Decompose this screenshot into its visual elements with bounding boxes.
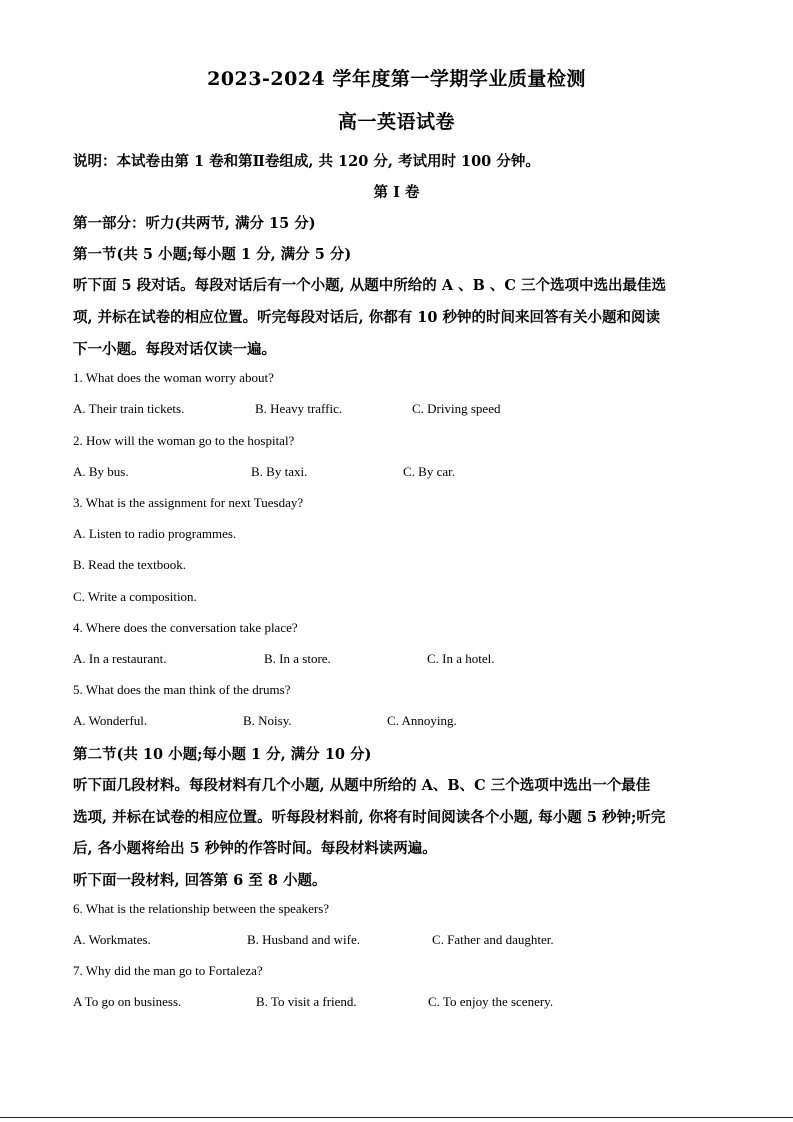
q3-option-b: B. Read the textbook.: [73, 557, 187, 572]
q2-option-a: A. By bus.: [73, 464, 129, 479]
section2-instruction-line3: 后, 各小题将给出 5 秒钟的作答时间。每段材料读两遍。: [73, 840, 437, 857]
q2-option-c: C. By car.: [403, 464, 455, 479]
q2-option-b: B. By taxi.: [251, 464, 308, 479]
question-7: 7. Why did the man go to Fortaleza?: [73, 963, 263, 978]
q7-option-a: A To go on business.: [73, 994, 182, 1009]
exam-title: 2023-2024 学年度第一学期学业质量检测: [207, 68, 586, 90]
exam-note: 说明：本试卷由第 1 卷和第Ⅱ卷组成, 共 120 分, 考试用时 100 分钟。: [73, 153, 540, 170]
q1-option-b: B. Heavy traffic.: [255, 401, 343, 416]
part1-heading: 第一部分：听力(共两节, 满分 15 分): [73, 215, 316, 232]
question-5: 5. What does the man think of the drums?: [73, 682, 291, 697]
question-1: 1. What does the woman worry about?: [73, 370, 274, 385]
question-2: 2. How will the woman go to the hospital?: [73, 433, 295, 448]
section1-instruction-line2: 项, 并标在试卷的相应位置。听完每段对话后, 你都有 10 秒钟的时间来回答有关小题和阅读: [73, 309, 660, 326]
q4-option-b: B. In a store.: [264, 651, 331, 666]
q3-option-c: C. Write a composition.: [73, 589, 197, 604]
q1-option-c: C. Driving speed: [412, 401, 501, 416]
page-bottom-rule: [0, 1117, 793, 1118]
question-3: 3. What is the assignment for next Tuesday?: [73, 495, 304, 510]
passage-note: 听下面一段材料, 回答第 6 至 8 小题。: [73, 872, 327, 889]
q6-option-b: B. Husband and wife.: [247, 932, 361, 947]
section1-instruction-line1: 听下面 5 段对话。每段对话后有一个小题, 从题中所给的 A 、B 、C 三个选项中选出最佳选: [73, 277, 667, 294]
q3-option-a: A. Listen to radio programmes.: [73, 526, 237, 541]
q7-option-c: C. To enjoy the scenery.: [428, 994, 554, 1009]
section1-instruction-line3: 下一小题。每段对话仅读一遍。: [73, 341, 276, 358]
section2-instruction-line1: 听下面几段材料。每段材料有几个小题, 从题中所给的 A、B、C 三个选项中选出一个最佳: [73, 777, 651, 794]
q5-option-a: A. Wonderful.: [73, 713, 148, 728]
section2-heading: 第二节(共 10 小题;每小题 1 分, 满分 10 分): [73, 746, 372, 763]
q6-option-c: C. Father and daughter.: [432, 932, 554, 947]
exam-subtitle: 高一英语试卷: [337, 111, 455, 133]
section2-instruction-line2: 选项, 并标在试卷的相应位置。听每段材料前, 你将有时间阅读各个小题, 每小题 5 秒钟;听完: [73, 809, 666, 826]
q6-option-a: A. Workmates.: [73, 932, 151, 947]
question-4: 4. Where does the conversation take place?: [73, 620, 298, 635]
q1-option-a: A. Their train tickets.: [73, 401, 185, 416]
volume-heading: 第 I 卷: [373, 184, 420, 201]
q5-option-b: B. Noisy.: [243, 713, 292, 728]
q7-option-b: B. To visit a friend.: [256, 994, 357, 1009]
question-6: 6. What is the relationship between the speakers?: [73, 901, 330, 916]
q4-option-a: A. In a restaurant.: [73, 651, 167, 666]
section1-heading: 第一节(共 5 小题;每小题 1 分, 满分 5 分): [73, 246, 352, 263]
q4-option-c: C. In a hotel.: [427, 651, 495, 666]
q5-option-c: C. Annoying.: [387, 713, 457, 728]
